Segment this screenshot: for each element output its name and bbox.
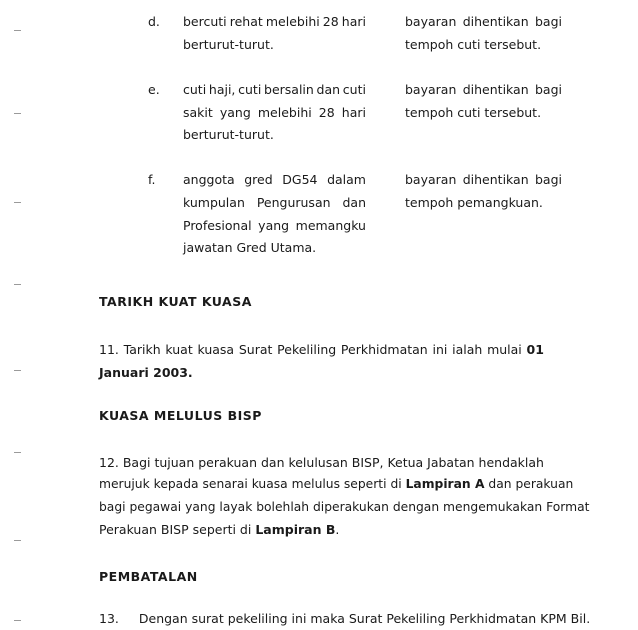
paragraph-12-line: 12. Bagi tujuan perakuan dan kelulusan BISP, Ketua Jabatan hendaklah: [99, 455, 544, 470]
margin-mark: [14, 202, 21, 203]
paragraph-12-line: Perakuan BISP seperti di Lampiran B.: [99, 522, 340, 537]
paragraph-13-line: 13. Dengan surat pekeliling ini maka Surat Pekeliling Perkhidmatan KPM Bil.: [99, 611, 591, 626]
section-heading: TARIKH KUAT KUASA: [99, 294, 252, 309]
row-f-condition-line: jawatan Gred Utama.: [183, 240, 317, 255]
paragraph-11-line: Januari 2003.: [99, 365, 193, 380]
paragraph-12-line: bagi pegawai yang layak bolehlah diperakukan dengan mengemukakan Format: [99, 500, 590, 514]
row-d-effect-line: tempoh cuti tersebut.: [405, 37, 542, 52]
margin-mark: [14, 113, 21, 114]
row-f-condition-line: kumpulan Pengurusan dan: [183, 195, 366, 210]
row-e-condition-line: berturut-turut.: [183, 127, 274, 142]
row-e-effect-line: tempoh cuti tersebut.: [405, 105, 542, 120]
row-e-letter: e.: [148, 82, 160, 97]
paragraph-12-line: merujuk kepada senarai kuasa melulus seperti di Lampiran A dan perakuan: [99, 477, 574, 491]
margin-mark: [14, 452, 21, 453]
paragraph-number: 11.: [99, 342, 119, 357]
section-heading: PEMBATALAN: [99, 569, 198, 584]
row-f-letter: f.: [148, 172, 156, 187]
margin-mark: [14, 30, 21, 31]
row-e-condition-line: cuti haji, cuti bersalin dan cuti: [183, 82, 366, 97]
margin-mark: [14, 284, 21, 285]
margin-mark: [14, 370, 21, 371]
row-d-effect-line: bayaran dihentikan bagi: [405, 14, 562, 29]
row-d-letter: d.: [148, 14, 160, 29]
section-heading: KUASA MELULUS BISP: [99, 408, 262, 423]
row-f-condition-line: Profesional yang memangku: [183, 218, 366, 233]
margin-mark: [14, 540, 21, 541]
row-f-condition-line: anggota gred DG54 dalam: [183, 172, 366, 187]
paragraph-11-line: 11. Tarikh kuat kuasa Surat Pekeliling Perkhidmatan ini ialah mulai 01: [99, 342, 544, 357]
row-e-condition-line: sakit yang melebihi 28 hari: [183, 105, 366, 120]
row-f-effect-line: bayaran dihentikan bagi: [405, 172, 562, 187]
row-d-condition-line: berturut-turut.: [183, 37, 274, 52]
row-d-condition-line: bercuti rehat melebihi 28 hari: [183, 14, 366, 29]
margin-mark: [14, 620, 21, 621]
row-f-effect-line: tempoh pemangkuan.: [405, 195, 543, 210]
paragraph-number: 13.: [99, 611, 119, 626]
paragraph-number: 12.: [99, 455, 119, 470]
row-e-effect-line: bayaran dihentikan bagi: [405, 82, 562, 97]
